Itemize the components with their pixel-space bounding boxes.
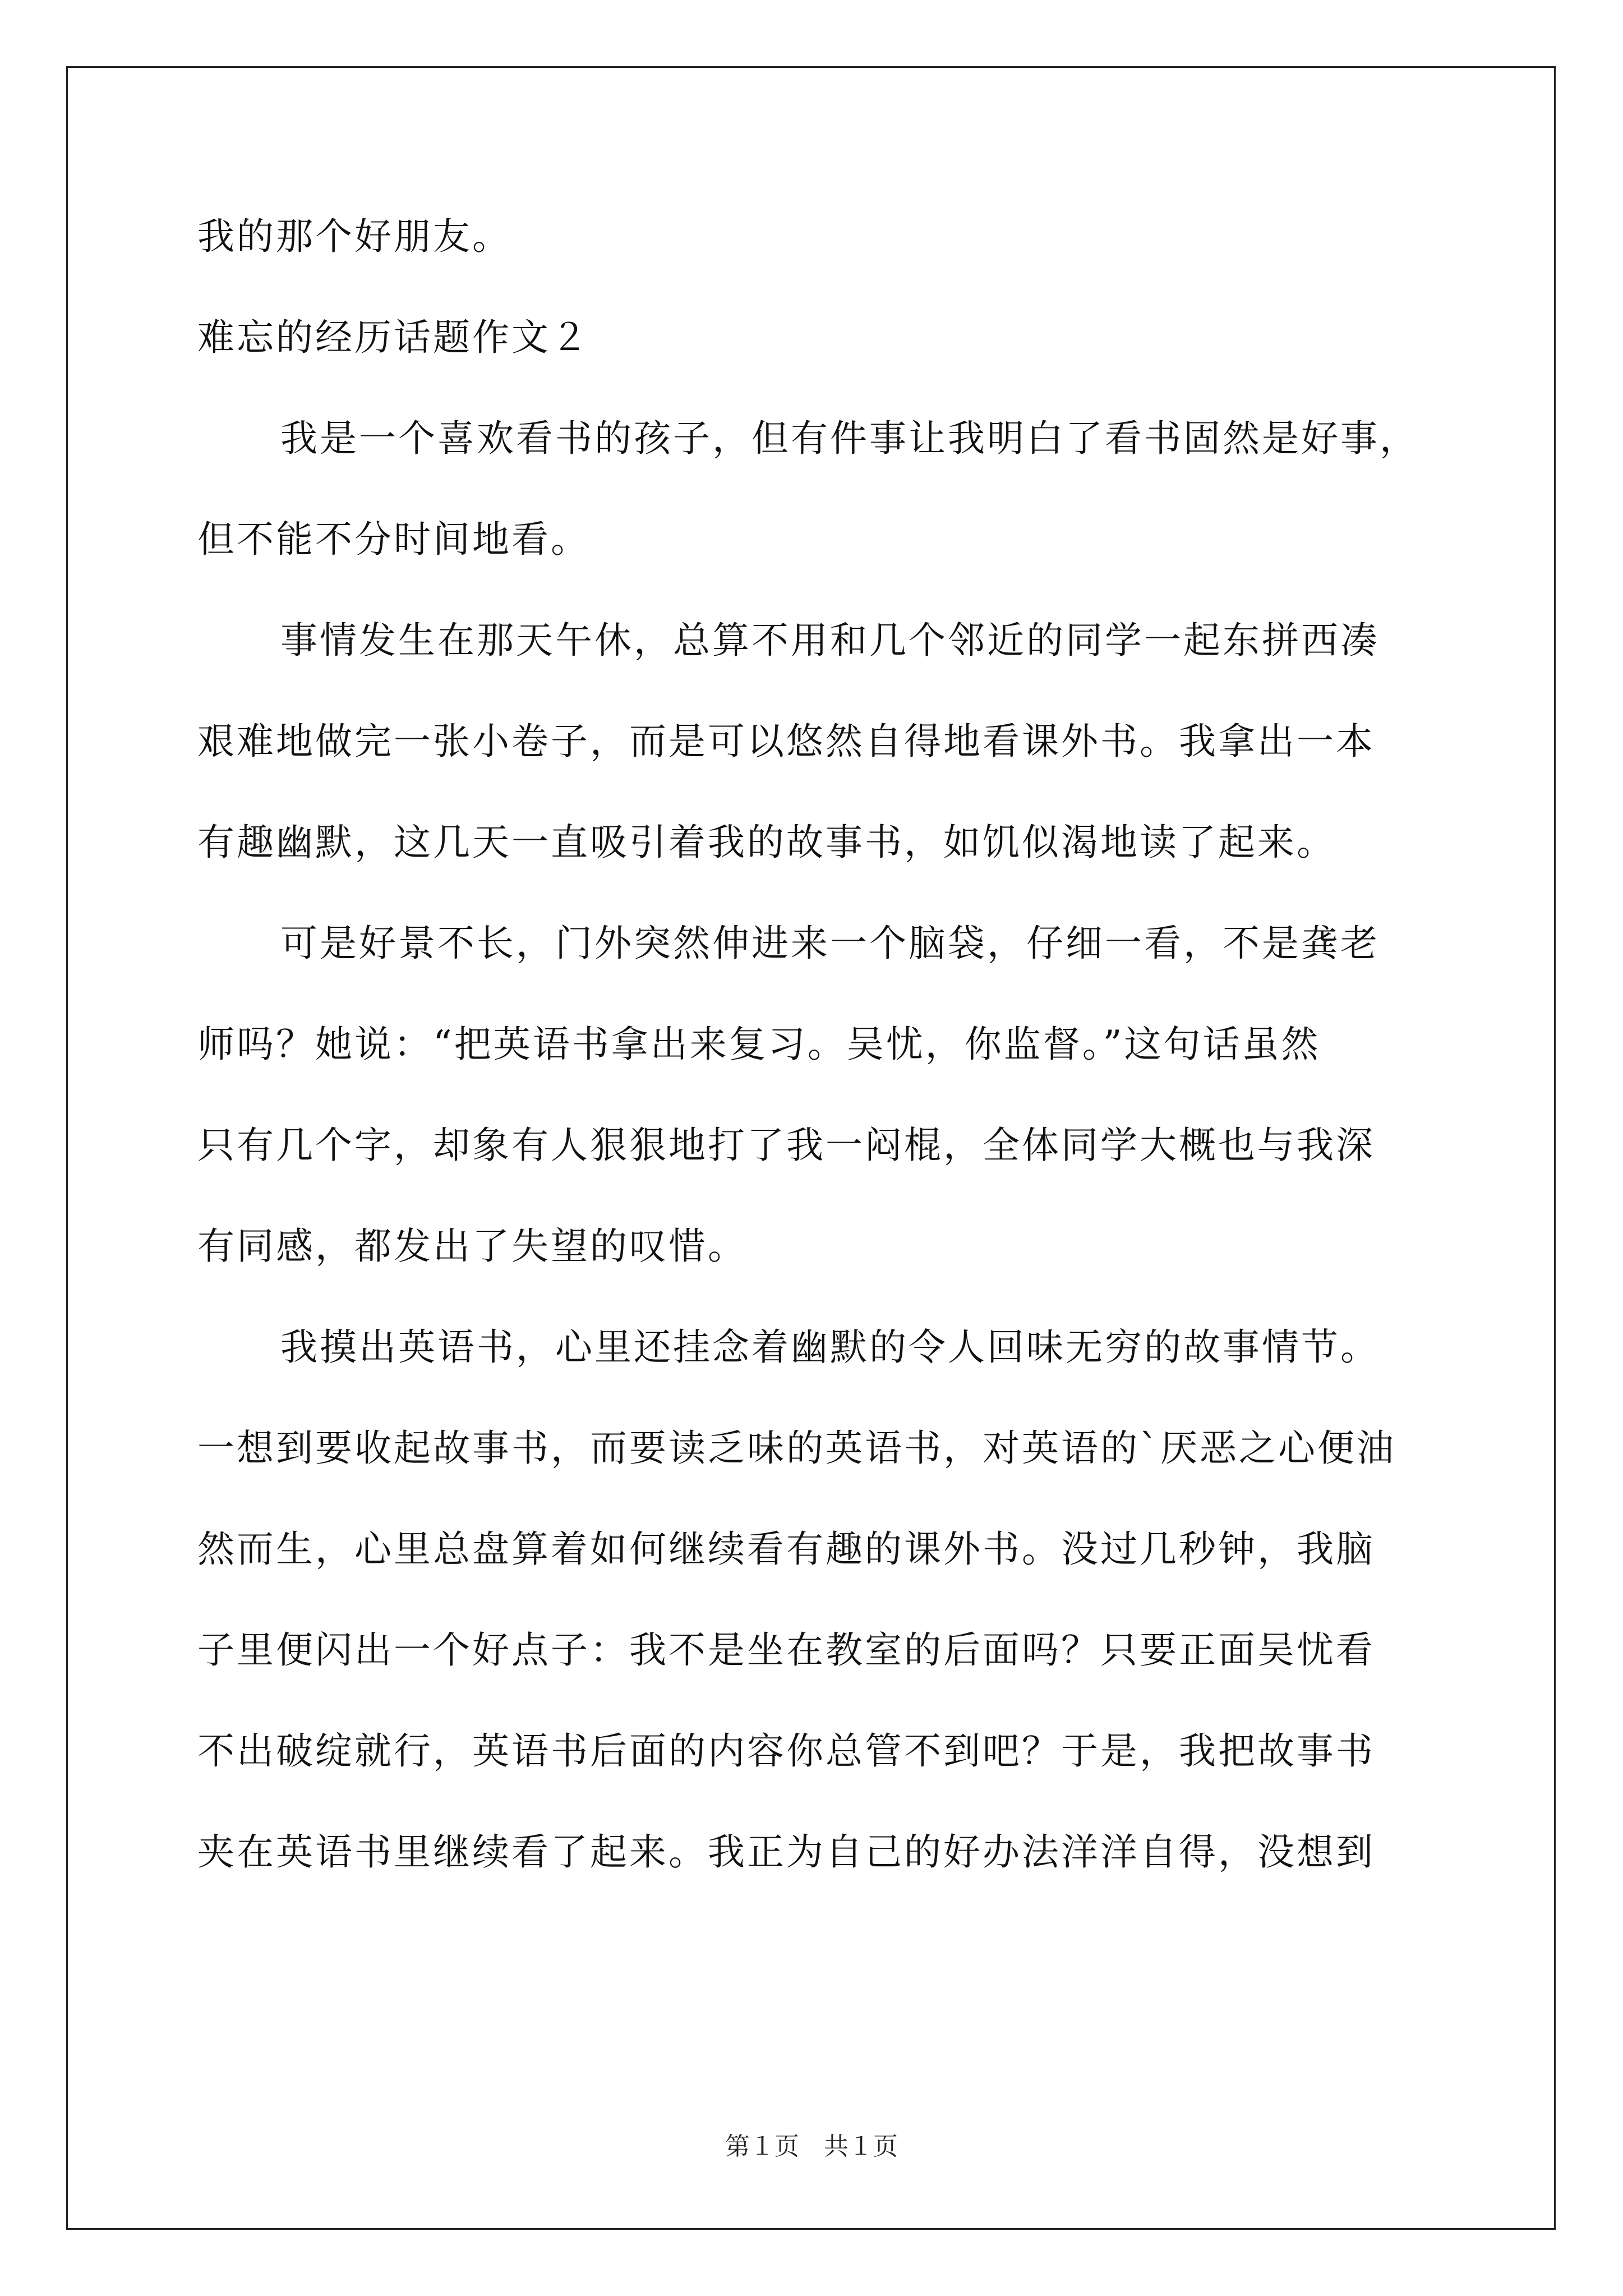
paragraph-first-line: 我是一个喜欢看书的孩子，但有件事让我明白了看书固然是好事，: [280, 417, 1419, 460]
paragraph-first-line: 可是好景不长，门外突然伸进来一个脑袋，仔细一看，不是龚老: [280, 922, 1380, 965]
text-line: 艰难地做完一张小卷子，而是可以悠然自得地看课外书。我拿出一本: [197, 720, 1375, 763]
text-line: 只有几个字，却象有人狠狠地打了我一闷棍，全体同学大概也与我深: [197, 1124, 1375, 1167]
text-line: 师吗？她说：“把英语书拿出来复习。吴忧，你监督。”这句话虽然: [197, 1023, 1321, 1066]
text-line: 然而生，心里总盘算着如何继续看有趣的课外书。没过几秒钟，我脑: [197, 1527, 1375, 1571]
text-line: 不出破绽就行，英语书后面的内容你总管不到吧？于是，我把故事书: [197, 1729, 1375, 1773]
page-number-footer: 第１页 共１页: [725, 2132, 898, 2161]
text-line: 子里便闪出一个好点子：我不是坐在教室的后面吗？只要正面吴忧看: [197, 1628, 1375, 1672]
section-heading: 难忘的经历话题作文２: [197, 316, 590, 359]
paragraph-first-line: 我摸出英语书，心里还挂念着幽默的令人回味无穷的故事情节。: [280, 1326, 1380, 1369]
paragraph-first-line: 事情发生在那天午休，总算不用和几个邻近的同学一起东拼西凑: [280, 619, 1380, 662]
text-line: 有趣幽默，这几天一直吸引着我的故事书，如饥似渴地读了起来。: [197, 821, 1336, 864]
text-line: 我的那个好朋友。: [197, 215, 511, 258]
text-line: 夹在英语书里继续看了起来。我正为自己的好办法洋洋自得，没想到: [197, 1830, 1375, 1874]
text-line: 但不能不分时间地看。: [197, 518, 590, 561]
text-line: 有同感，都发出了失望的叹惜。: [197, 1225, 747, 1268]
text-line: 一想到要收起故事书，而要读乏味的英语书，对英语的`厌恶之心便油: [197, 1427, 1396, 1470]
